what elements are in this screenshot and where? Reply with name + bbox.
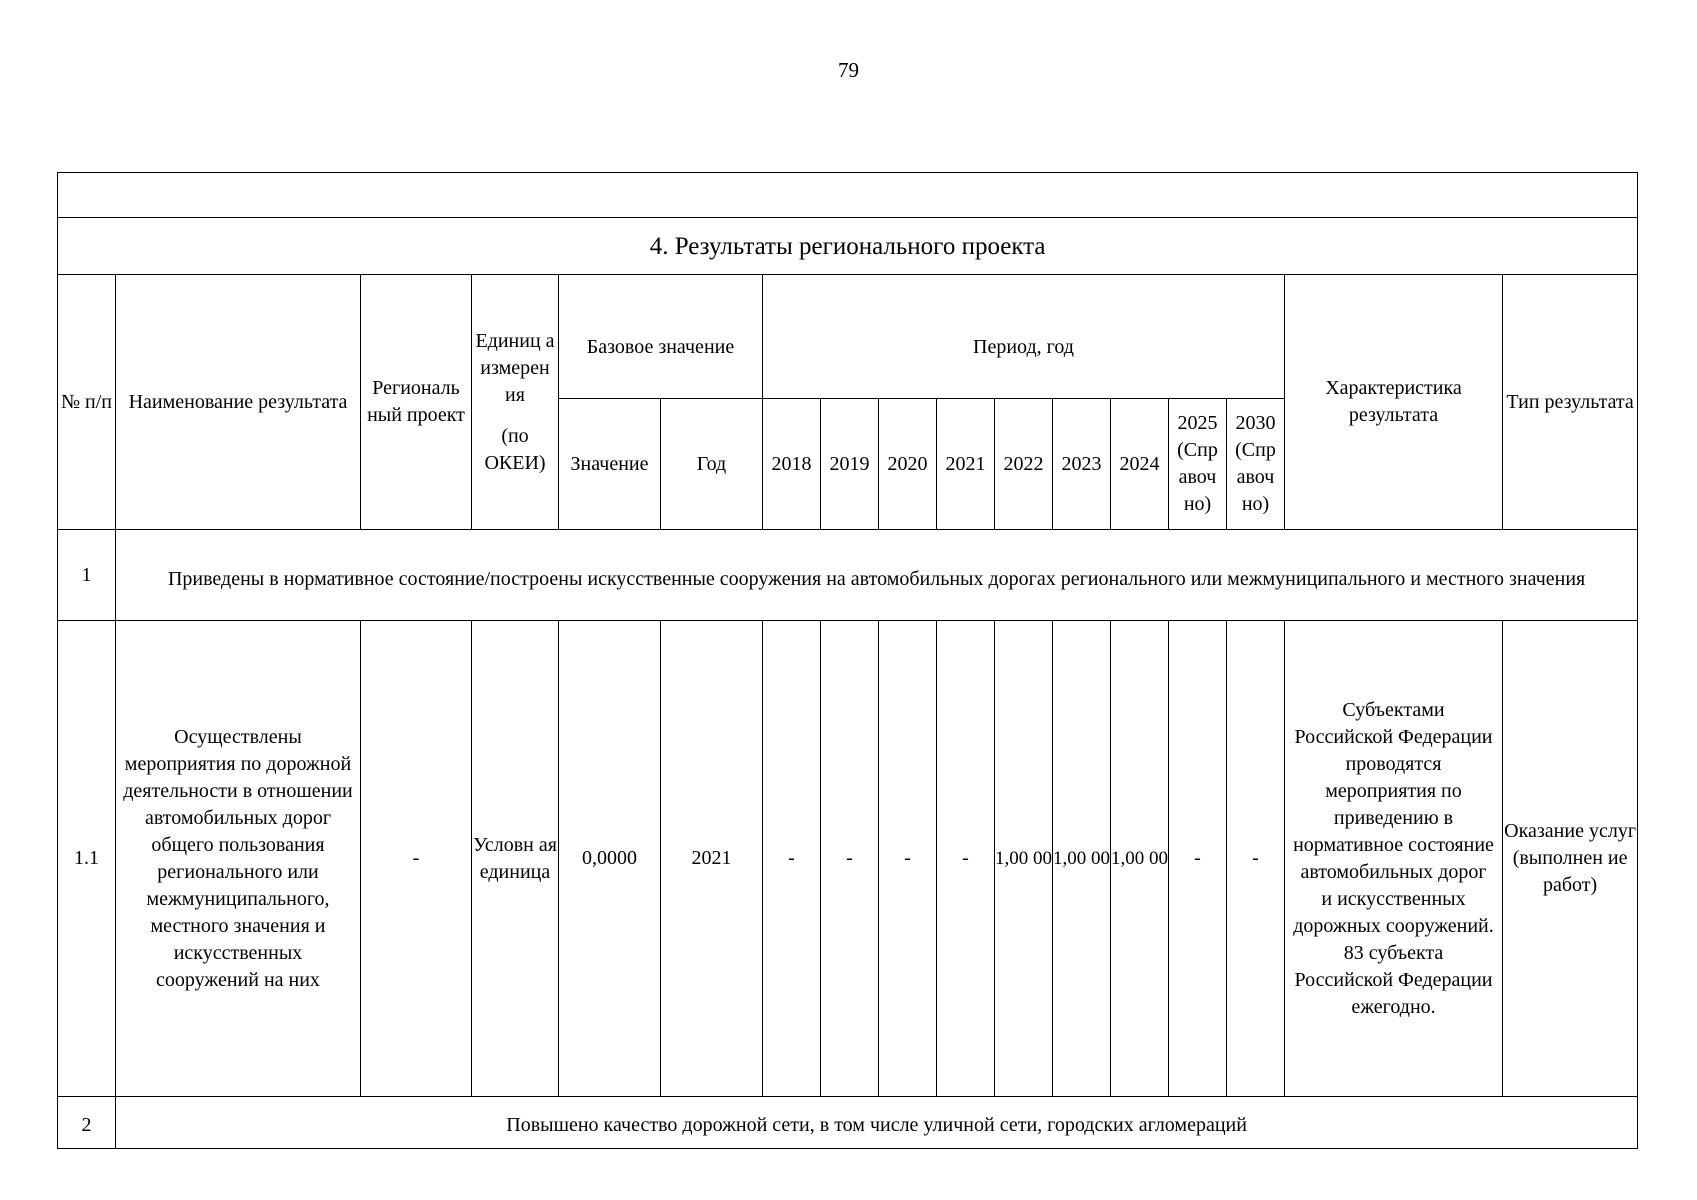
row-value-2025: -: [1169, 621, 1227, 1097]
header-period: Период, год: [763, 275, 1285, 399]
row-value-2024: 1,00 00: [1111, 621, 1169, 1097]
row-result-name: Осуществлены мероприятия по дорожной деятельности в отношении автомобильных дорог общего пользования регионального или межмуниципального, местного значения и искусственных сооружений на них: [116, 621, 361, 1097]
header-value: Значение: [559, 399, 661, 530]
header-year-2021: 2021: [937, 399, 995, 530]
header-name: Наименование результата: [116, 275, 361, 530]
row-value-2018: -: [763, 621, 821, 1097]
row-value-2019: -: [821, 621, 879, 1097]
row-unit: Условн ая единица: [472, 621, 559, 1097]
row-base-year: 2021: [661, 621, 763, 1097]
row-base-value: 0,0000: [559, 621, 661, 1097]
row-value-2020: -: [879, 621, 937, 1097]
header-unit-line1: Единиц а измерен ия: [475, 329, 555, 406]
header-year-2020: 2020: [879, 399, 937, 530]
header-num: № п/п: [58, 275, 116, 530]
row-value-2022: 1,00 00: [995, 621, 1053, 1097]
table-row: [58, 1097, 1638, 1149]
header-type: Тип результата: [1503, 275, 1638, 530]
header-year-2018: 2018: [763, 399, 821, 530]
header-year-2030: 2030 (Спр авоч но): [1227, 399, 1285, 530]
section-title-row: [58, 218, 1638, 275]
header-year-2025: 2025 (Спр авоч но): [1169, 399, 1227, 530]
blank-header-row: [58, 173, 1638, 218]
row-num: 1.1: [58, 621, 116, 1097]
header-regional-project: Региональ ный проект: [361, 275, 472, 530]
page-number: 79: [838, 58, 859, 82]
section-title: 4. Результаты регионального проекта: [58, 218, 1638, 275]
header-unit-line2: (по ОКЕИ): [484, 424, 546, 474]
row-num: 2: [58, 1097, 116, 1149]
row-value-2030: -: [1227, 621, 1285, 1097]
row-type: Оказание услуг (выполнен ие работ): [1503, 621, 1638, 1097]
row-num: 1: [58, 530, 116, 621]
header-year-2023: 2023: [1053, 399, 1111, 530]
row-regional-project: -: [361, 621, 472, 1097]
table-row: [58, 530, 1638, 621]
header-year-2019: 2019: [821, 399, 879, 530]
row-group-text: Приведены в нормативное состояние/построены искусственные сооружения на автомобильных дорогах регионального или межмуниципального и местного значения: [116, 530, 1638, 621]
row-value-2023: 1,00 00: [1053, 621, 1111, 1097]
row-value-2021: -: [937, 621, 995, 1097]
header-year-2022: 2022: [995, 399, 1053, 530]
header-year-2024: 2024: [1111, 399, 1169, 530]
header-row-1: [58, 275, 1638, 399]
header-characteristic: Характеристика результата: [1285, 275, 1503, 530]
row-characteristic: Субъектами Российской Федерации проводятся мероприятия по приведению в нормативное состояние автомобильных дорог и искусственных дорожных сооружений. 83 субъекта Российской Федерации ежегодно.: [1285, 621, 1503, 1097]
results-table: [57, 172, 1638, 1149]
blank-cell: [58, 173, 1638, 218]
header-base-value: Базовое значение: [559, 275, 763, 399]
header-year: Год: [661, 399, 763, 530]
table-row: [58, 621, 1638, 1097]
row-group-text: Повышено качество дорожной сети, в том числе уличной сети, городских агломераций: [116, 1097, 1638, 1149]
header-unit: [472, 275, 559, 530]
